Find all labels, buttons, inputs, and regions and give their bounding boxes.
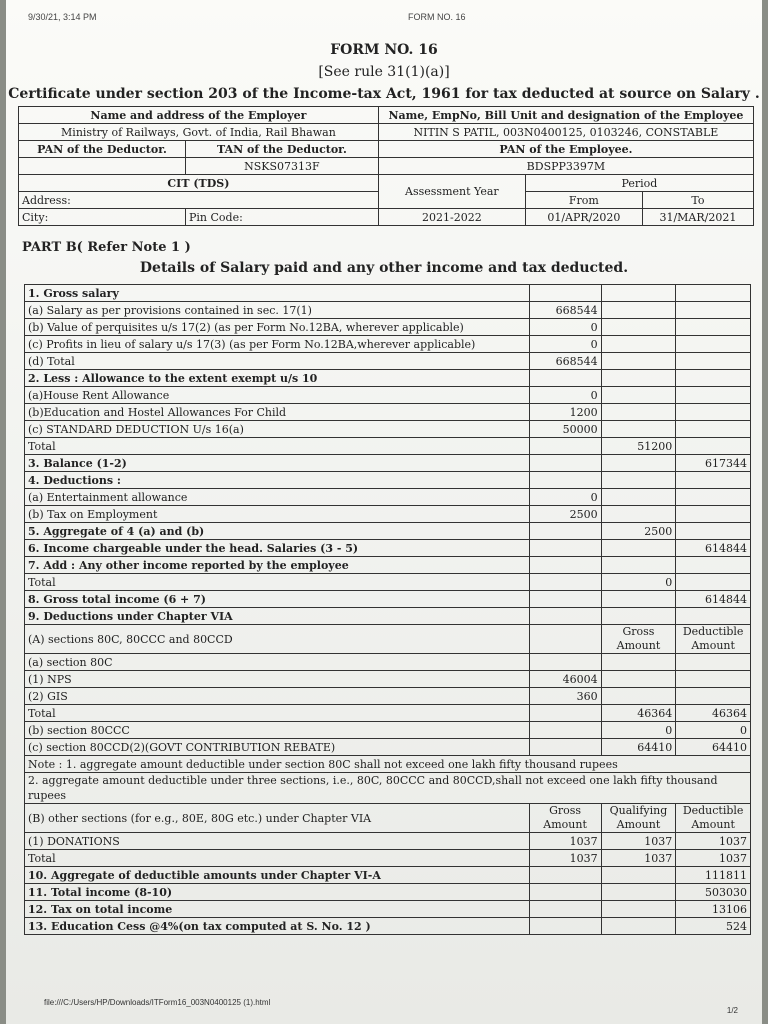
- table-row: [25, 608, 751, 625]
- amount-cell-c1: 0: [529, 387, 601, 404]
- amount-cell-c2: [601, 387, 676, 404]
- employer-value: Ministry of Railways, Govt. of India, Rail Bhawan: [19, 124, 379, 141]
- row-description: (b) Tax on Employment: [25, 506, 530, 523]
- amount-cell-c1: [529, 455, 601, 472]
- amount-cell-c1: [529, 918, 601, 935]
- amount-cell-c2: [601, 901, 676, 918]
- form-rule: [See rule 31(1)(a)]: [318, 64, 450, 80]
- amount-cell-c1: 0: [529, 336, 601, 353]
- tan-value: NSKS07313F: [186, 158, 379, 175]
- amount-cell-c3: 617344: [676, 455, 751, 472]
- amount-cell-c3: 1037: [676, 850, 751, 867]
- amount-cell-c2: Qualifying Amount: [601, 804, 676, 833]
- amount-cell-c3: 614844: [676, 591, 751, 608]
- amount-cell-c3: [676, 370, 751, 387]
- table-row: [25, 506, 751, 523]
- table-row: [25, 867, 751, 884]
- amount-cell-c3: [676, 472, 751, 489]
- table-row: [25, 336, 751, 353]
- amount-cell-c3: [676, 404, 751, 421]
- table-row: [25, 688, 751, 705]
- amount-cell-c2: [601, 688, 676, 705]
- amount-cell-c3: [676, 489, 751, 506]
- table-row: [25, 540, 751, 557]
- amount-cell-c1: 50000: [529, 421, 601, 438]
- amount-cell-c3: [676, 608, 751, 625]
- table-row: [25, 489, 751, 506]
- row-description: (1) DONATIONS: [25, 833, 530, 850]
- from-date: 01/APR/2020: [525, 209, 642, 226]
- period-label: Period: [525, 175, 753, 192]
- amount-cell-c2: [601, 302, 676, 319]
- row-description: 8. Gross total income (6 + 7): [25, 591, 530, 608]
- table-row: [25, 722, 751, 739]
- amount-cell-c3: 503030: [676, 884, 751, 901]
- row-description: (a) Entertainment allowance: [25, 489, 530, 506]
- employer-label: Name and address of the Employer: [19, 107, 379, 124]
- row-description: (A) sections 80C, 80CCC and 80CCD: [25, 625, 530, 654]
- amount-cell-c1: 46004: [529, 671, 601, 688]
- pan-employee-label: PAN of the Employee.: [378, 141, 753, 158]
- amount-cell-c2: [601, 319, 676, 336]
- row-description: 13. Education Cess @4%(on tax computed at S. No. 12 ): [25, 918, 530, 935]
- amount-cell-c2: [601, 404, 676, 421]
- table-row: [25, 387, 751, 404]
- footer-file-path: file:///C:/Users/HP/Downloads/ITForm16_003N0400125 (1).html: [44, 998, 271, 1007]
- row-description: 11. Total income (8-10): [25, 884, 530, 901]
- amount-cell-c2: [601, 421, 676, 438]
- certificate-heading: Certificate under section 203 of the Income-tax Act, 1961 for tax deducted at source on Salary .: [8, 86, 760, 102]
- amount-cell-c1: [529, 884, 601, 901]
- row-description: Total: [25, 574, 530, 591]
- table-row: [25, 557, 751, 574]
- row-description: (c) Profits in lieu of salary u/s 17(3) (as per Form No.12BA,wherever applicable): [25, 336, 530, 353]
- assessment-year-value: 2021-2022: [378, 209, 525, 226]
- amount-cell-c3: [676, 574, 751, 591]
- amount-cell-c1: 1200: [529, 404, 601, 421]
- amount-cell-c1: 1037: [529, 850, 601, 867]
- amount-cell-c3: [676, 557, 751, 574]
- pan-employee-value: BDSPP3397M: [378, 158, 753, 175]
- amount-cell-c3: [676, 336, 751, 353]
- amount-cell-c2: Gross Amount: [601, 625, 676, 654]
- row-description: (2) GIS: [25, 688, 530, 705]
- amount-cell-c3: [676, 285, 751, 302]
- amount-cell-c2: 0: [601, 574, 676, 591]
- amount-cell-c3: [676, 506, 751, 523]
- table-row: [25, 574, 751, 591]
- amount-cell-c1: [529, 722, 601, 739]
- pin-label: Pin Code:: [186, 209, 379, 226]
- table-row: [25, 421, 751, 438]
- table-row: [25, 472, 751, 489]
- amount-cell-c2: 51200: [601, 438, 676, 455]
- amount-cell-c1: [529, 901, 601, 918]
- footer-page-number: 1/2: [726, 1006, 738, 1015]
- table-row: [25, 833, 751, 850]
- table-row: [25, 654, 751, 671]
- table-row: [25, 705, 751, 722]
- row-description: (b)Education and Hostel Allowances For Child: [25, 404, 530, 421]
- table-row: [25, 884, 751, 901]
- amount-cell-c2: 1037: [601, 833, 676, 850]
- table-row: [25, 739, 751, 756]
- amount-cell-c1: [529, 438, 601, 455]
- employee-label: Name, EmpNo, Bill Unit and designation of the Employee: [378, 107, 753, 124]
- amount-cell-c2: [601, 370, 676, 387]
- from-label: From: [525, 192, 642, 209]
- row-description: 4. Deductions :: [25, 472, 530, 489]
- table-row: [25, 901, 751, 918]
- row-description: Note : 1. aggregate amount deductible under section 80C shall not exceed one lakh fifty thousand rupees: [25, 756, 751, 773]
- row-description: (B) other sections (for e.g., 80E, 80G etc.) under Chapter VIA: [25, 804, 530, 833]
- amount-cell-c2: [601, 472, 676, 489]
- table-row: [25, 773, 751, 804]
- amount-cell-c2: 2500: [601, 523, 676, 540]
- amount-cell-c3: [676, 319, 751, 336]
- amount-cell-c3: [676, 523, 751, 540]
- table-row: [25, 523, 751, 540]
- to-label: To: [642, 192, 753, 209]
- amount-cell-c3: [676, 387, 751, 404]
- amount-cell-c3: [676, 671, 751, 688]
- amount-cell-c2: [601, 285, 676, 302]
- amount-cell-c2: [601, 489, 676, 506]
- amount-cell-c1: [529, 591, 601, 608]
- row-description: 7. Add : Any other income reported by the employee: [25, 557, 530, 574]
- row-description: 6. Income chargeable under the head. Salaries (3 - 5): [25, 540, 530, 557]
- row-description: 1. Gross salary: [25, 285, 530, 302]
- amount-cell-c1: [529, 523, 601, 540]
- amount-cell-c1: Gross Amount: [529, 804, 601, 833]
- amount-cell-c2: [601, 591, 676, 608]
- row-description: 9. Deductions under Chapter VIA: [25, 608, 530, 625]
- table-row: [25, 285, 751, 302]
- details-heading: Details of Salary paid and any other income and tax deducted.: [139, 260, 629, 276]
- amount-cell-c3: 614844: [676, 540, 751, 557]
- table-row: [25, 918, 751, 935]
- amount-cell-c3: [676, 438, 751, 455]
- amount-cell-c3: 64410: [676, 739, 751, 756]
- amount-cell-c2: 0: [601, 722, 676, 739]
- amount-cell-c3: 46364: [676, 705, 751, 722]
- row-description: (1) NPS: [25, 671, 530, 688]
- tan-deductor-label: TAN of the Deductor.: [186, 141, 379, 158]
- amount-cell-c1: [529, 608, 601, 625]
- amount-cell-c1: [529, 540, 601, 557]
- table-row: [25, 591, 751, 608]
- amount-cell-c1: 2500: [529, 506, 601, 523]
- row-description: 3. Balance (1-2): [25, 455, 530, 472]
- table-row: [25, 671, 751, 688]
- amount-cell-c1: [529, 574, 601, 591]
- amount-cell-c3: 13106: [676, 901, 751, 918]
- amount-cell-c2: 64410: [601, 739, 676, 756]
- amount-cell-c1: [529, 705, 601, 722]
- row-description: Total: [25, 705, 530, 722]
- cit-label: CIT (TDS): [19, 175, 379, 192]
- amount-cell-c1: [529, 867, 601, 884]
- row-description: (a)House Rent Allowance: [25, 387, 530, 404]
- pan-deductor-label: PAN of the Deductor.: [19, 141, 186, 158]
- amount-cell-c1: [529, 472, 601, 489]
- amount-cell-c2: [601, 918, 676, 935]
- amount-cell-c1: 1037: [529, 833, 601, 850]
- amount-cell-c2: [601, 867, 676, 884]
- row-description: (c) STANDARD DEDUCTION U/s 16(a): [25, 421, 530, 438]
- row-description: (b) section 80CCC: [25, 722, 530, 739]
- amount-cell-c3: 1037: [676, 833, 751, 850]
- table-row: [25, 404, 751, 421]
- amount-cell-c2: 46364: [601, 705, 676, 722]
- row-description: (b) Value of perquisites u/s 17(2) (as per Form No.12BA, wherever applicable): [25, 319, 530, 336]
- amount-cell-c2: [601, 654, 676, 671]
- row-description: 2. Less : Allowance to the extent exempt u/s 10: [25, 370, 530, 387]
- amount-cell-c1: 0: [529, 489, 601, 506]
- amount-cell-c3: Deductible Amount: [676, 804, 751, 833]
- to-date: 31/MAR/2021: [642, 209, 753, 226]
- amount-cell-c1: [529, 557, 601, 574]
- row-description: Total: [25, 850, 530, 867]
- employee-value: NITIN S PATIL, 003N0400125, 0103246, CONSTABLE: [378, 124, 753, 141]
- row-description: (a) Salary as per provisions contained in sec. 17(1): [25, 302, 530, 319]
- row-description: 12. Tax on total income: [25, 901, 530, 918]
- amount-cell-c2: [601, 884, 676, 901]
- amount-cell-c3: 111811: [676, 867, 751, 884]
- table-row: [25, 302, 751, 319]
- amount-cell-c1: [529, 370, 601, 387]
- amount-cell-c1: [529, 625, 601, 654]
- row-description: 2. aggregate amount deductible under three sections, i.e., 80C, 80CCC and 80CCD,shall not exceed one lakh fifty thousand rupees: [25, 773, 751, 804]
- table-row: [25, 455, 751, 472]
- amount-cell-c2: [601, 671, 676, 688]
- city-label: City:: [19, 209, 186, 226]
- amount-cell-c2: [601, 540, 676, 557]
- table-row: [25, 319, 751, 336]
- amount-cell-c1: [529, 654, 601, 671]
- print-header-title: FORM NO. 16: [408, 12, 466, 22]
- amount-cell-c3: [676, 654, 751, 671]
- row-description: (d) Total: [25, 353, 530, 370]
- amount-cell-c3: [676, 353, 751, 370]
- table-row: [25, 353, 751, 370]
- amount-cell-c3: [676, 421, 751, 438]
- amount-cell-c3: [676, 302, 751, 319]
- salary-details-table: [24, 284, 751, 935]
- table-row: [25, 804, 751, 833]
- amount-cell-c1: 360: [529, 688, 601, 705]
- amount-cell-c2: [601, 336, 676, 353]
- amount-cell-c1: [529, 285, 601, 302]
- table-row: [25, 756, 751, 773]
- row-description: 10. Aggregate of deductible amounts under Chapter VI-A: [25, 867, 530, 884]
- table-row: [25, 370, 751, 387]
- form-title: FORM NO. 16: [330, 42, 438, 58]
- amount-cell-c1: 668544: [529, 302, 601, 319]
- amount-cell-c3: [676, 688, 751, 705]
- table-row: [25, 625, 751, 654]
- amount-cell-c3: Deductible Amount: [676, 625, 751, 654]
- row-description: (c) section 80CCD(2)(GOVT CONTRIBUTION REBATE): [25, 739, 530, 756]
- amount-cell-c2: [601, 353, 676, 370]
- form-paper: [6, 0, 762, 1024]
- amount-cell-c3: 524: [676, 918, 751, 935]
- part-b-heading: PART B( Refer Note 1 ): [22, 240, 191, 255]
- address-label: Address:: [19, 192, 379, 209]
- row-description: (a) section 80C: [25, 654, 530, 671]
- amount-cell-c2: [601, 455, 676, 472]
- amount-cell-c1: 0: [529, 319, 601, 336]
- pan-deductor-value: [19, 158, 186, 175]
- amount-cell-c2: [601, 608, 676, 625]
- table-row: [25, 850, 751, 867]
- print-datetime: 9/30/21, 3:14 PM: [28, 12, 97, 22]
- row-description: Total: [25, 438, 530, 455]
- amount-cell-c2: [601, 557, 676, 574]
- employer-employee-table: [18, 106, 754, 226]
- amount-cell-c1: 668544: [529, 353, 601, 370]
- table-row: [25, 438, 751, 455]
- amount-cell-c2: [601, 506, 676, 523]
- row-description: 5. Aggregate of 4 (a) and (b): [25, 523, 530, 540]
- assessment-year-label: Assessment Year: [378, 175, 525, 209]
- amount-cell-c3: 0: [676, 722, 751, 739]
- amount-cell-c1: [529, 739, 601, 756]
- amount-cell-c2: 1037: [601, 850, 676, 867]
